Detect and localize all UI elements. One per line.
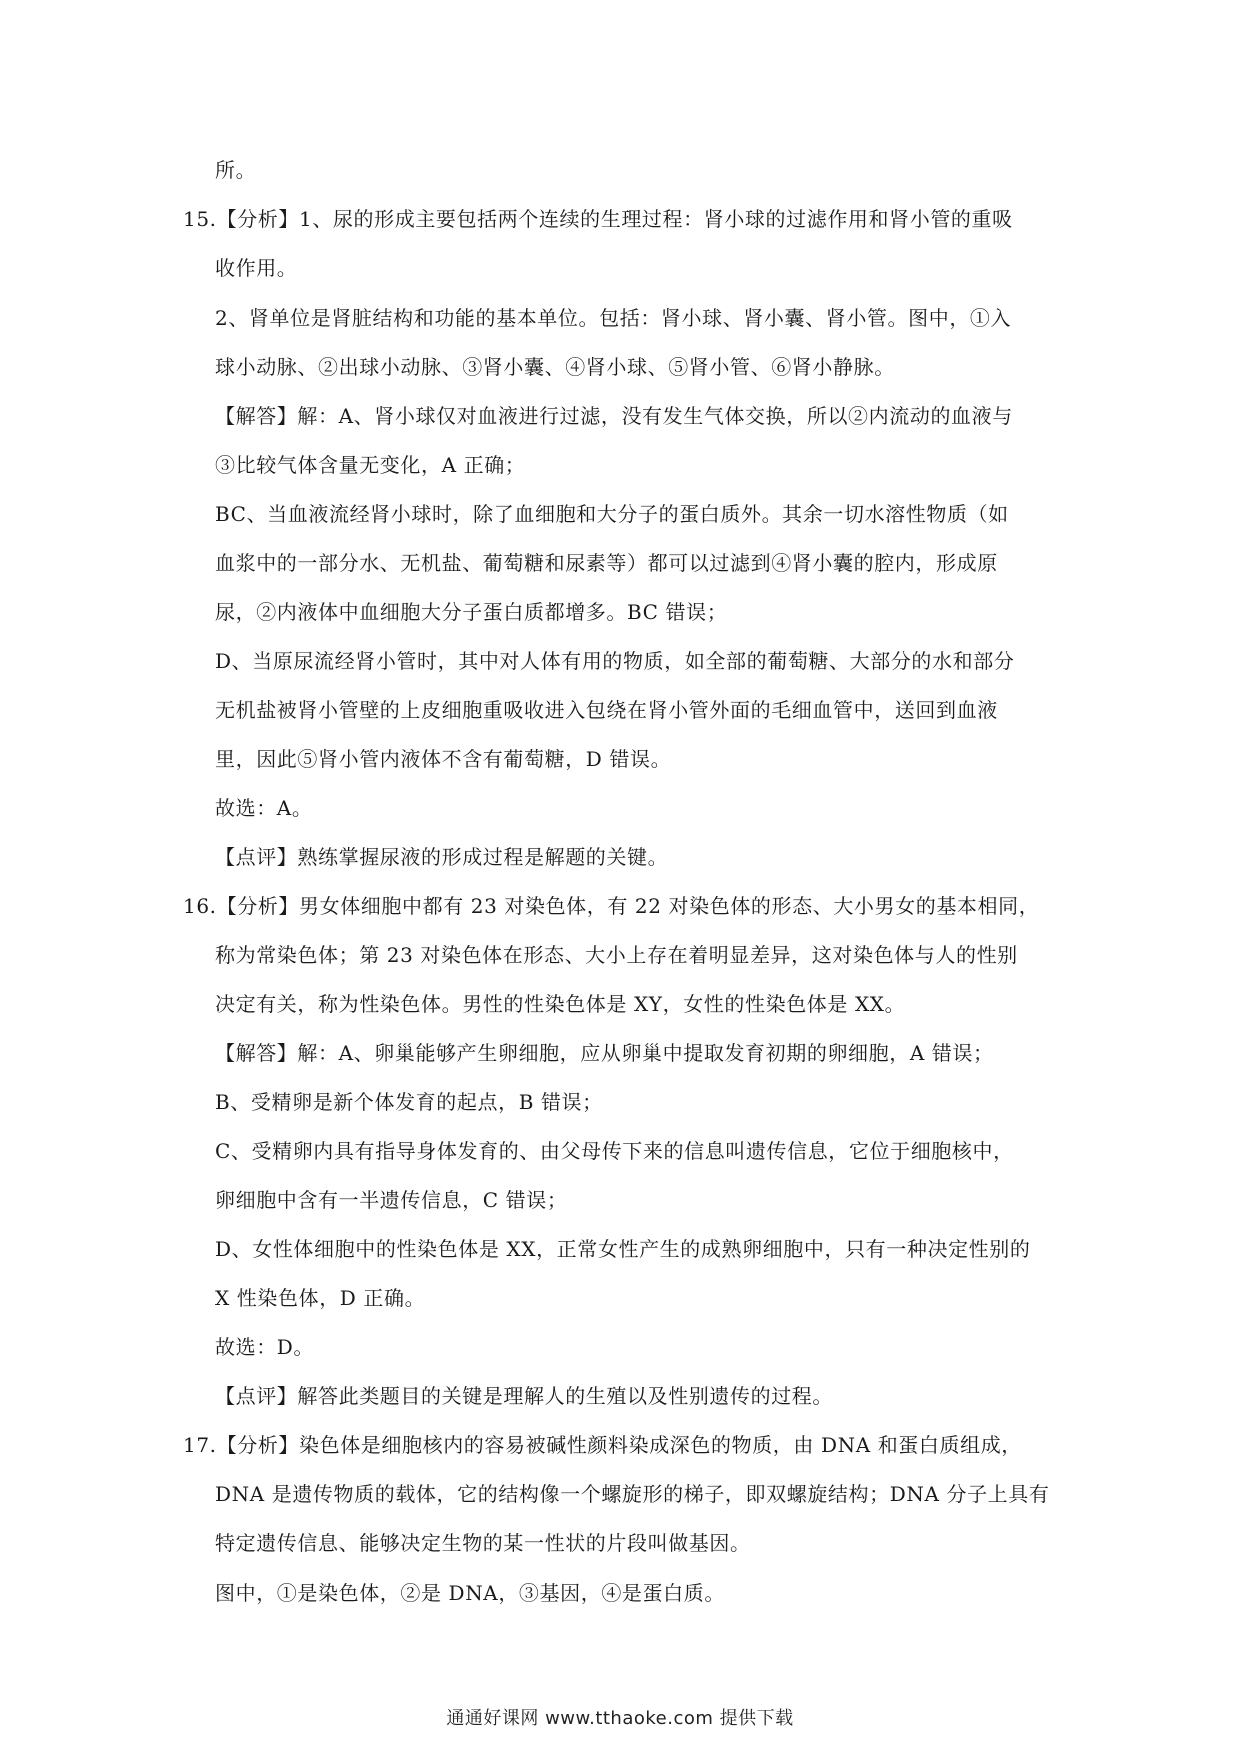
- text-line: 15.【分析】1、尿的形成主要包括两个连续的生理过程：肾小球的过滤作用和肾小管的重吸: [183, 207, 1013, 231]
- text-line: ③比较气体含量无变化，A 正确；: [215, 453, 526, 477]
- text-line: BC、当血液流经肾小球时，除了血细胞和大分子的蛋白质外。其余一切水溶性物质（如: [215, 502, 1009, 526]
- text-line: 无机盐被肾小管壁的上皮细胞重吸收进入包绕在肾小管外面的毛细血管中，送回到血液: [215, 698, 998, 722]
- text-line: 称为常染色体；第 23 对染色体在形态、大小上存在着明显差异，这对染色体与人的性别: [215, 943, 1018, 967]
- text-line: 故选：A。: [215, 796, 313, 820]
- page-footer: 通通好课网 www.tthaoke.com 提供下载: [446, 1708, 794, 1729]
- text-line: 【点评】熟练掌握尿液的形成过程是解题的关键。: [215, 845, 669, 869]
- text-line: 【解答】解：A、卵巢能够产生卵细胞，应从卵巢中提取发育初期的卵细胞，A 错误；: [215, 1041, 994, 1065]
- text-line: 卵细胞中含有一半遗传信息，C 错误；: [215, 1188, 568, 1212]
- text-line: D、当原尿流经肾小管时，其中对人体有用的物质，如全部的葡萄糖、大部分的水和部分: [215, 649, 1015, 673]
- text-line: 里，因此⑤肾小管内液体不含有葡萄糖，D 错误。: [215, 747, 672, 771]
- text-line: 球小动脉、②出球小动脉、③肾小囊、④肾小球、⑤肾小管、⑥肾小静脉。: [215, 355, 895, 379]
- text-line: 故选：D。: [215, 1335, 315, 1359]
- text-line: X 性染色体，D 正确。: [215, 1286, 426, 1310]
- text-line: 图中，①是染色体，②是 DNA，③基因，④是蛋白质。: [215, 1581, 725, 1605]
- text-line: B、受精卵是新个体发育的起点，B 错误；: [215, 1090, 603, 1114]
- text-line: 决定有关，称为性染色体。男性的性染色体是 XY，女性的性染色体是 XX。: [215, 992, 906, 1016]
- text-line: 血浆中的一部分水、无机盐、葡萄糖和尿素等）都可以过滤到④肾小囊的腔内，形成原: [215, 551, 998, 575]
- text-line: 【点评】解答此类题目的关键是理解人的生殖以及性别遗传的过程。: [215, 1384, 833, 1408]
- text-line: 尿，②内液体中血细胞大分子蛋白质都增多。BC 错误；: [215, 600, 728, 624]
- text-line: 【解答】解：A、肾小球仅对血液进行过滤，没有发生气体交换，所以②内流动的血液与: [215, 404, 1013, 428]
- text-line: 17.【分析】染色体是细胞核内的容易被碱性颜料染成深色的物质，由 DNA 和蛋白质组成，: [183, 1433, 1022, 1457]
- text-line: 收作用。: [215, 256, 298, 280]
- text-line: 16.【分析】男女体细胞中都有 23 对染色体，有 22 对染色体的形态、大小男女的基本相同，: [183, 894, 1040, 918]
- text-line: 特定遗传信息、能够决定生物的某一性状的片段叫做基因。: [215, 1531, 751, 1555]
- text-line: DNA 是遗传物质的载体，它的结构像一个螺旋形的梯子，即双螺旋结构；DNA 分子上具有: [215, 1482, 1050, 1506]
- text-line: 所。: [215, 158, 257, 182]
- text-line: C、受精卵内具有指导身体发育的、由父母传下来的信息叫遗传信息，它位于细胞核中，: [215, 1139, 1014, 1163]
- text-line: 2、肾单位是肾脏结构和功能的基本单位。包括：肾小球、肾小囊、肾小管。图中，①入: [215, 306, 1012, 330]
- text-line: D、女性体细胞中的性染色体是 XX，正常女性产生的成熟卵细胞中，只有一种决定性别的: [215, 1237, 1031, 1261]
